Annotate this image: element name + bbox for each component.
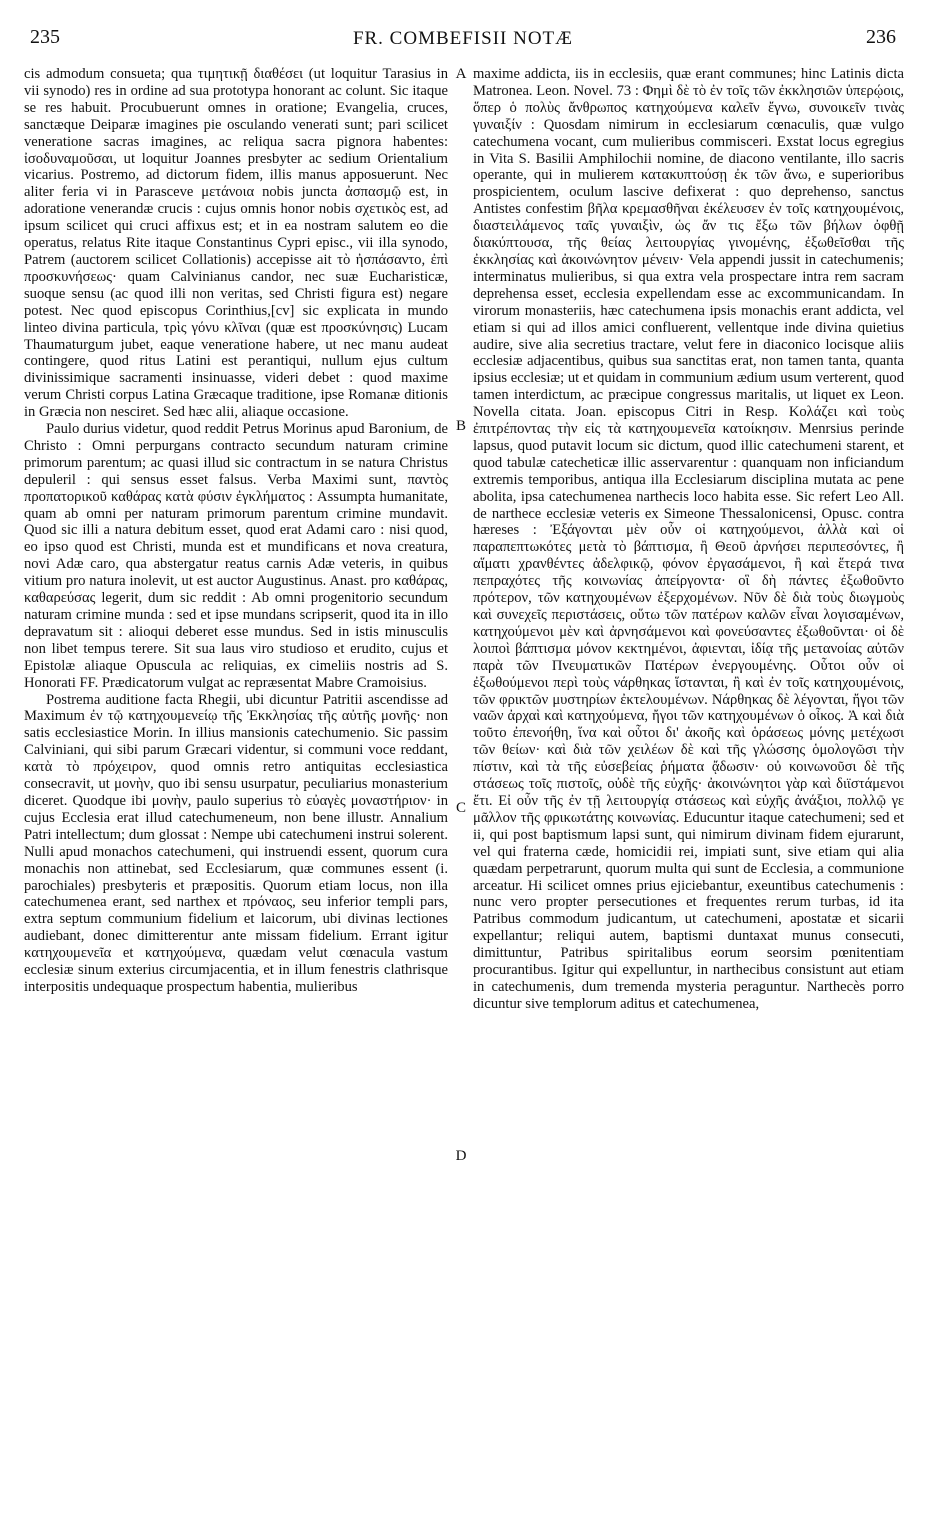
section-marker-b: B <box>455 418 466 434</box>
page-number-left: 235 <box>30 26 60 48</box>
section-marker-c: C <box>455 800 466 816</box>
page-header <box>30 26 896 56</box>
left-paragraph-1: cis admodum consueta; qua τιμητικῇ διαθέσει (ut loquitur Tarasius in vii synodo) res in ordine ad sua prototypa honorant ac colunt. Sic itaque se res habuit. Procubuerunt omnes in oratione; Evangelia, cruces, sanctæque Deiparæ imagines pie osculando venerati sunt; pari scilicet veneratione sacras imagines, ac reliqua sacra pignora habentes: ἰσοδυναμοῦσαι, ut loquitur Joannes presbyter ac sedium Orientalium vicarius. Postremo, ad dictorum fidem, illis manus apposuerunt. Nec aliter feria vi in Parasceve μετάνοια nobis juncta ἀσπασμῷ est, in adoratione venerandæ crucis : cujus omnis honor nobis σχετικὸς est, ad ipsum scilicet qui cruci affixus est; et in ea nostram salutem eo die operatus, relatus Rite itaque Constantinus Cypri episc., vii illa synodo, Patrem (auctorem scilicet Collationis) accepisse ait τὸ ἠσπάσαντο, ἐπὶ προσκυνήσεως· quam Calvinianus candor, nec suæ Eucharisticæ, suoque sensu (ac quod illi non veritas, sed Christi figura est) negare potest. Nec quod episcopus Corinthius,[cv] sic explicata in mundo linteo divina particula, τρὶς γόνυ κλῖναι (quæ est προσκύνησις) Lucam Thaumaturgum jubet, eaque veneratione habere, ut nec manu audeat contingere, quod ritus Latini est perantiqui, nullum ejus cultum divinissimique sacramenti insinuasse, videri debet : quod maxime verum Christi corpus Latina Græcaque traditione, ipse Romanæ ditionis in Græcia non nesciret. Sed hæc alii, aliaque occasione. <box>24 66 448 421</box>
left-paragraph-3: Postrema auditione facta Rhegii, ubi dicuntur Patritii ascendisse ad Maximum ἐν τῷ κατηχουμενείῳ τῆς Ἐκκλησίας τῆς αὐτῆς μονῆς· non satis ecclesiastice Morin. In illius mansionis catechumenio. Sic passim Calviniani, qui sibi parum Græcari videntur, si communi voce reddant, κατὰ τὸ πρόχειρον, quod omnis retro antiquitas ecclesiastica consecravit, ut μονὴν, quo ibi sensu usurpatur, peculiarius monasterium diceret. Quodque ibi μονὴν, paulo superius τὸ εὐαγὲς μοναστήριον· in cujus Ecclesia erat illud catechumeneum, non bene illustr. Annalium Patri intellectum; dum glossat : Nempe ubi catechumeni instrui solerent. Nulli apud monachos catechumeni, qui instruendi essent, quorum cura monachis non attinebat, sed Ecclesiarum, quæ communes essent (i. parochiales) presbyteris et præpositis. Quorum etiam locus, non illa catechumenea erant, sed narthex et πρόναος, seu inferior templi pars, extra septum communium fidelium et laicorum, ubi divinas lectiones audiebant, donec dimitterentur ante missam fidelium. Errant igitur κατηχουμενεῖα et κατηχούμενα, quædam velut cœnacula vastum ecclesiæ sinum exterius circumjacentia, et in illum fenestris clathrisque interpositis undequaque prospectum habentia, mulieribus <box>24 691 448 995</box>
running-title: FR. COMBEFISII NOTÆ <box>352 28 574 49</box>
section-marker-a: A <box>455 66 467 82</box>
left-paragraph-2: Paulo durius videtur, quod reddit Petrus Morinus apud Baronium, de Christo : Omni perpurgans contracto secundum naturam crimine primorum parentum; ac quasi illud sic contractum in se natura Christus depuleril : qui sensus esset falsus. Verba Maximi sunt, παντὸς προπατορικοῦ καθάρας κατὰ φύσιν ἐγκλήματος : Assumpta humanitate, quam ab omni per naturam primorum parentum crimine mundavit. Quod sic illi a natura debitum esset, quod erat Adami caro : nisi quod, eo ipso quod est Christi, munda est et mundificans et nova creatura, novi Adæ caro, qua abstergatur reatus carnis Adæ veteris, in quibus vitium pro natura inolevit, ut est auctor Augustinus. Anast. pro καθάρας, καθαρεύσας legerit, dum sic reddit : Ab omni progenitorio secundum naturam crimine munda : sed et ipse mundans scripserit, quod ita in illo depravatum sit : alioqui deberet esse mundus. Sed in istis minusculis non libet tempus terere. Sit sua laus viro studioso et erudito, cujus et Epistolæ aliaque Opuscula ac reliquias, ex cimeliis nostris ad S. Honorati FF. Prædicatorum vulgat ac repræsentat Mabre Cramoisius. <box>24 421 448 691</box>
left-column <box>24 66 448 1536</box>
page-number-right: 236 <box>866 26 896 48</box>
right-column <box>473 66 904 1536</box>
right-paragraph-1: maxime addicta, iis in ecclesiis, quæ erant communes; hinc Latinis dicta Matronea. Leon. Novel. 73 : Φημὶ δὲ τὸ ἐν τοῖς τῶν ἐκκλησιῶν ὑπερῴοις, ὅπερ ὁ πολὺς ἄνθρωπος κατηχούμενα καλεῖν ἔγνω, συνοικεῖν τινὰς γυναιξίν : Quosdam nimirum in ecclesiarum cœnaculis, quæ vulgo catechumena vocant, cum mulieribus commisceri. Exstat locus egregius in Vita S. Basilii Amphilochii nomine, de diacono ventilante, illo sacris operante, qui in mulierem κατακυπτούσῃ ἐκ τῶν ἄνω, e superioribus prospicientem, oculum lascive defixerat : quo deprehenso, sanctus Antistes confestim βῆλα κρεμασθῆναι ἐκέλευσεν ἐν τοῖς κατηχουμένοις, διαστειλάμενος ταῖς γυναιξὶν, ὡς ἄν τις ἔξω τῶν βήλων ὀφθῇ διακύπτουσα, τῆς θείας λειτουργίας γινομένης, ἐξωθεῖσθαι τῆς ἐκκλησίας καὶ ἀκοινώνητον μένειν· Vela appendi jussit in catechumenis; interminatus mulieribus, si qua extra vela prospectare intra rem sacram deprehensa esset, ecclesia expellendam esse ac excommunicandam. In virorum monasteriis, hæc catechumena ipsis monachis erant addicta, vel etiam si qui ad illos amici confluerent, vellentque inde divina quietius audire, sive alia secretius tractare, velut fere in diaconico locisque aliis ecclesiæ adjacentibus, quibus sua sanctitas erat, non tamen tanta, quanta ipsius ecclesiæ; ut et quidam in communium ædium usum verterent, quod tamen interdictum, ac præcipue congressus maritalis, ut liquet ex Leon. Novella citata. Joan. episcopus Citri in Resp. Κολάζει καὶ τοὺς ἐπιτρέποντας τὴν εἰς τὰ κατηχουμενεῖα κατοίκησιν. Menrsius perinde lapsus, quod putavit locum sic dictum, quod illic catechumeni starent, et quod tabulæ catecheticæ illic asservarentur : quanquam non inficiandum extremis temporibus, antiqua illa Ecclesiarum disciplina mutata ac pene abolita, ipsa catechumenea narthecis loco habita esse. Sic refert Leo All. de narthece ecclesiæ veteris ex Simeone Thessalonicensi, Opusc. contra hæreses : Ἐξάγονται μὲν οὖν οἱ κατηχούμενοι, ἀλλὰ καὶ οἱ παραπεπτωκότες μετὰ τὸ βάπτισμα, ἢ Θεοῦ ἀρνήσει περιπεσόντες, ἢ αἵματι χρανθέντες ἀδελφικῷ, φόνον ἐργασάμενοι, ἢ καὶ ἕτερά τινα πεπραχότες τῆς κοινωνίας ἀπείργοντα· οἳ δὴ πάντες ἐξωθοῦντο πρότερον, τῶν κατηχουμένων ἐξερχομένων. Νῦν δὲ διὰ τοὺς διωγμοὺς καὶ συνεχεῖς περιστάσεις, οὕτω τῶν πατέρων καλῶν εἶναι λογισαμένων, κατηχούμενοι μὲν καὶ ἀρνησάμενοι καὶ φονεύσαντες ἐξωθοῦνται· οἱ δὲ λοιποὶ βάπτισμα μόνον κεκτημένοι, ἀφιενται, ἰδίᾳ τῆς μετανοίας αὐτῶν παρὰ τῶν Πνευματικῶν Πατέρων ἐνεργουμένης. Οὗτοι οὖν οἱ ἐξωθούμενοι περὶ τοὺς νάρθηκας ἵστανται, ἢ καὶ ἐν τοῖς κατηχουμένοις, τῶν φρικτῶν μυστηρίων ἐκτελουμένων. Νάρθηκας δὲ λέγονται, ἤγοι τῶν ναῶν ἀρχαὶ καὶ κατηχούμενα, ἤγοι τῶν κατηχουμένων ὁ οἶκος. Ἀ καὶ διὰ τοῦτο ἐπενοήθη, ἵνα καὶ οὗτοι δι' ἀκοῆς καὶ ὁράσεως μόνης μετέχωσι τῶν θείων· καὶ διὰ τῶν χειλέων δὲ καὶ τῆς γλώσσης ὁμολογῶσι τὴν πίστιν, καὶ τὰ τῆς εὐσεβείας ῥήματα ᾄδωσιν· οὐ κοινωνοῦσι δὲ τῆς στάσεως τοῖς πιστοῖς, οὐδὲ τῆς εὐχῆς· ἀκοινώνητοι γὰρ καὶ διϊστάμενοι ἔτι. Εἰ οὖν τῆς ἐν τῇ λειτουργίᾳ στάσεως καὶ εὐχῆς ἀνάξιοι, πολλῷ γε μᾶλλον τῆς φρικωτάτης κοινωνίας. Educuntur itaque catechumeni; sed et ii, qui post baptismum lapsi sunt, qui nimirum divinam fidem ejurarunt, vel qui fraterna cæde, homicidii rei, impiati sunt, sive etiam qui alia quædam perpetrarunt, quorum multa qui sunt de Ecclesia, a communione arceatur. Hi scilicet omnes prius ejiciebantur, exeuntibus catechumenis : nunc vero propter persecutiones et frequentes rerum turbas, id ita Patribus commodum judicantum, ut catechumeni, apostatæ et sicarii expellantur; reliqui autem, baptismi duntaxat munus consecuti, dimittuntur, Patribus spiritalibus eorum seorsim pœnitentiam procurantibus. Igitur qui expelluntur, in narthecibus consistunt aut etiam in catechumenis, dum tremenda mysteria peraguntur. Narthecès porro dicuntur sive templorum aditus et catechumenea, <box>473 66 904 1012</box>
section-marker-d: D <box>455 1148 467 1164</box>
